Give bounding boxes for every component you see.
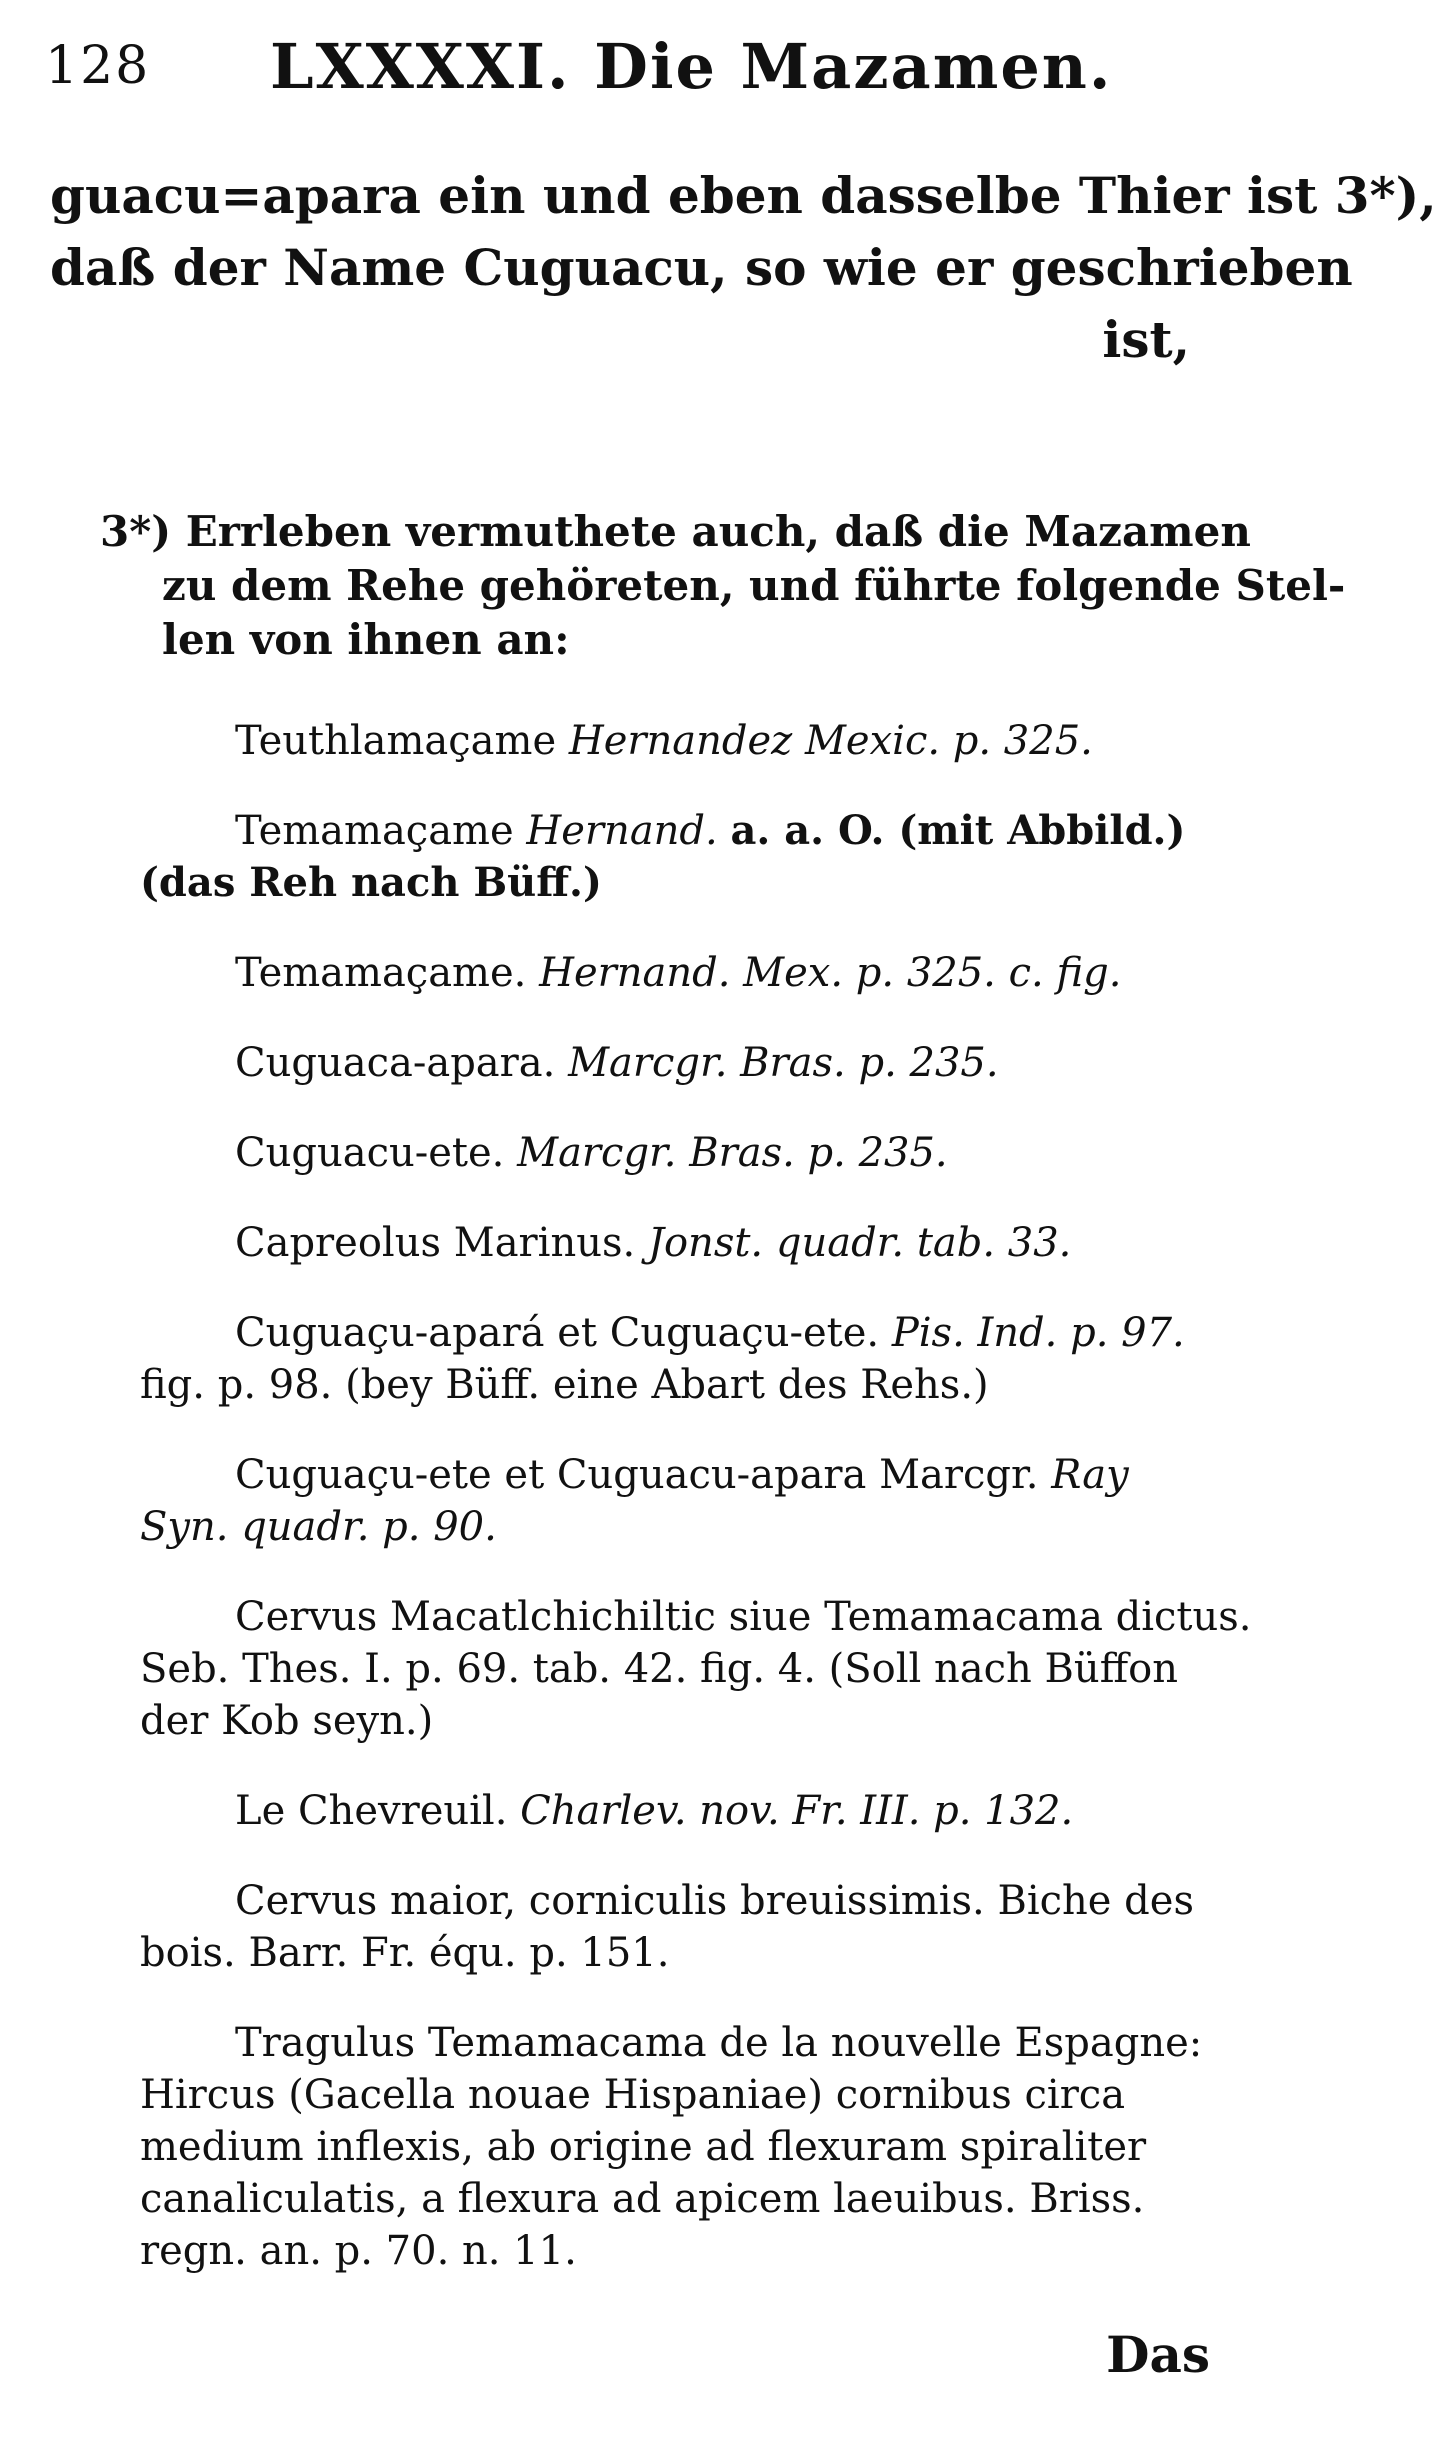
text-line: guacu=apara ein und eben dasselbe Thier ist 3*), bbox=[50, 166, 1437, 225]
text-line: daß der Name Cuguacu, so wie er geschrieben bbox=[50, 238, 1353, 297]
footnote-line: zu dem Rehe gehöreten, und führte folgende Stel- bbox=[162, 561, 1346, 610]
citation bbox=[100, 1307, 1200, 1411]
citation-ref: Hernand. bbox=[526, 808, 718, 854]
citation-continuation: medium inflexis, ab origine ad flexuram spiraliter bbox=[140, 2124, 1147, 2170]
citation bbox=[100, 1217, 1200, 1269]
citation-continuation: bois. Barr. Fr. équ. p. 151. bbox=[140, 1930, 670, 1976]
citation-ref: Charlev. nov. Fr. III. p. 132. bbox=[520, 1788, 1074, 1834]
page-number: 128 bbox=[45, 36, 151, 96]
citation-ref: Marcgr. Bras. p. 235. bbox=[517, 1130, 948, 1176]
citation bbox=[100, 1037, 1200, 1089]
citation bbox=[100, 2017, 1203, 2277]
footnote bbox=[100, 505, 1346, 2277]
citation-ref: Pis. Ind. p. 97. bbox=[891, 1310, 1185, 1356]
citation-name: Cuguaca-apara. bbox=[235, 1040, 556, 1086]
citation-name: Capreolus Marinus. bbox=[235, 1220, 636, 1266]
citation bbox=[100, 1785, 1200, 1837]
citation-continuation: regn. an. p. 70. n. 11. bbox=[140, 2228, 577, 2274]
citation-name: Tragulus Temamacama de la nouvelle Espagne: bbox=[235, 2020, 1203, 2066]
citation-continuation: Syn. quadr. p. 90. bbox=[140, 1504, 497, 1550]
citation-name: Le Chevreuil. bbox=[235, 1788, 508, 1834]
citation-name: Temamaçame bbox=[235, 808, 514, 854]
citation-ref: Ray bbox=[1051, 1452, 1129, 1498]
footnote-marker: 3*) bbox=[100, 507, 172, 556]
citation-continuation: (das Reh nach Büff.) bbox=[140, 859, 602, 906]
citation-name: Cuguacu-ete. bbox=[235, 1130, 505, 1176]
citation-ref: Hernand. Mex. p. 325. c. fig. bbox=[539, 950, 1122, 996]
citation-note: a. a. O. (mit Abbild.) bbox=[730, 807, 1186, 854]
citation-name: Teuthlamaçame bbox=[235, 718, 557, 764]
main-text bbox=[50, 160, 1437, 376]
text-line: ist, bbox=[1102, 310, 1190, 369]
citation-continuation: Hircus (Gacella nouae Hispaniae) cornibus circa bbox=[140, 2072, 1126, 2118]
citation bbox=[100, 1591, 1252, 1747]
citation-name: Cervus Macatlchichiltic siue Temamacama dictus. bbox=[235, 1594, 1252, 1640]
footnote-line: len von ihnen an: bbox=[162, 615, 570, 664]
citation-ref: Marcgr. Bras. p. 235. bbox=[568, 1040, 999, 1086]
footnote-line bbox=[100, 505, 1251, 559]
citation-continuation: Seb. Thes. I. p. 69. tab. 42. fig. 4. (Soll nach Büffon bbox=[140, 1646, 1178, 1692]
citation-ref: Hernandez Mexic. p. 325. bbox=[568, 718, 1093, 764]
page-header bbox=[45, 30, 1215, 103]
citation bbox=[100, 947, 1200, 999]
footnote-text: Errleben vermuthete auch, daß die Mazamen bbox=[185, 507, 1251, 556]
citation-name: Cuguaçu-ete et Cuguacu-apara Marcgr. bbox=[235, 1452, 1039, 1498]
citation-name: Cervus maior, corniculis breuissimis. Biche des bbox=[235, 1878, 1194, 1924]
citation-continuation: canaliculatis, a flexura ad apicem laeuibus. Briss. bbox=[140, 2176, 1145, 2222]
citation-name: Temamaçame. bbox=[235, 950, 527, 996]
citation-continuation: der Kob seyn.) bbox=[140, 1698, 434, 1744]
citation bbox=[100, 1875, 1200, 1979]
citation bbox=[100, 1127, 1200, 1179]
citation-name: Cuguaçu-apará et Cuguaçu-ete. bbox=[235, 1310, 880, 1356]
citation-ref: Jonst. quadr. tab. 33. bbox=[647, 1220, 1072, 1266]
citation-continuation: fig. p. 98. (bey Büff. eine Abart des Rehs.) bbox=[140, 1362, 989, 1408]
citation bbox=[100, 1449, 1200, 1553]
footnote-intro bbox=[100, 505, 1346, 667]
running-head: LXXXXI. Die Mazamen. bbox=[270, 30, 1113, 103]
catchword: Das bbox=[1106, 2325, 1210, 2384]
citation bbox=[100, 715, 1200, 767]
citation bbox=[100, 805, 1200, 909]
